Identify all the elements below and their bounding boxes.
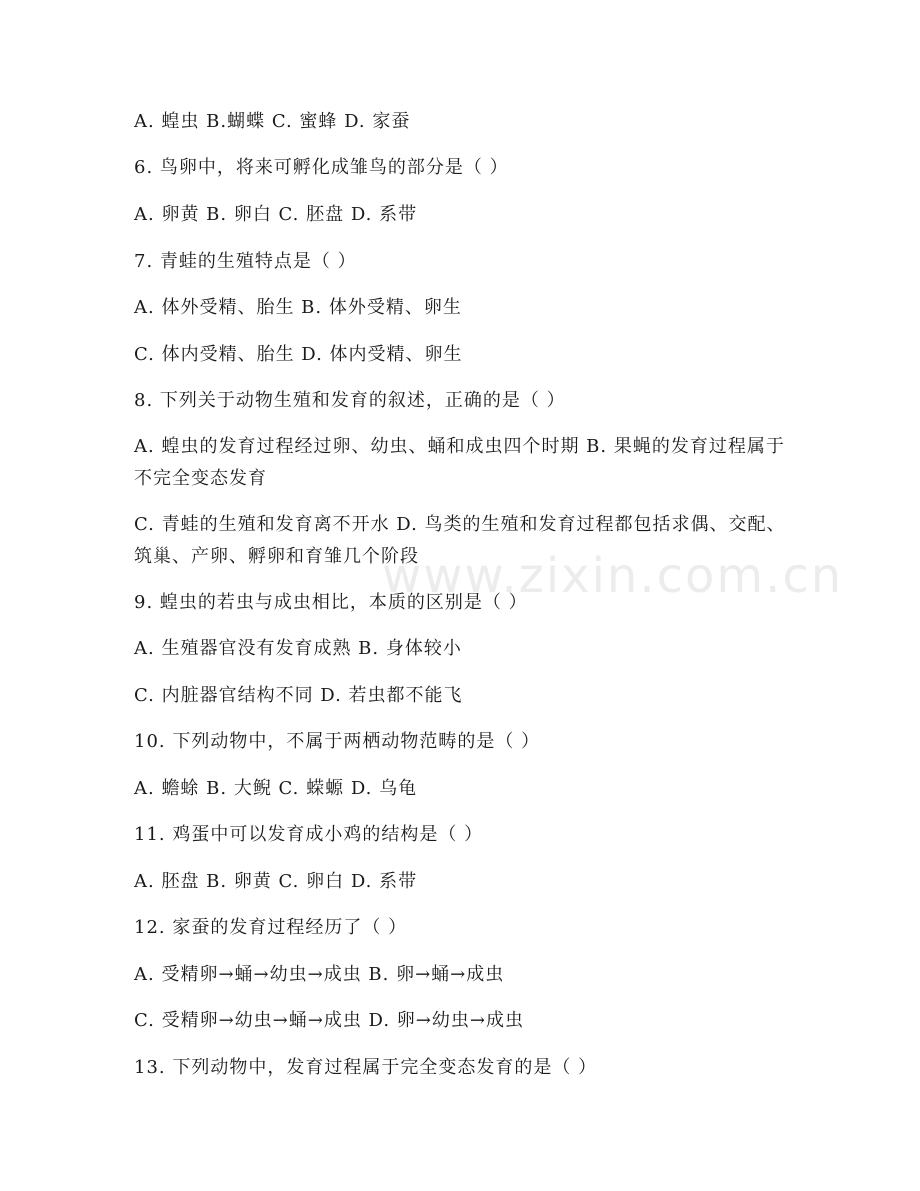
option-line-q9-cd: C. 内脏器官结构不同 D. 若虫都不能飞	[134, 685, 463, 706]
question-13: 13. 下列动物中，发育过程属于完全变态发育的是（ ）	[134, 1057, 598, 1078]
option-line-q6: A. 卵黄 B. 卵白 C. 胚盘 D. 系带	[134, 204, 418, 225]
question-12: 12. 家蚕的发育过程经历了（ ）	[134, 917, 408, 938]
option-line-q8-ab: A. 蝗虫的发育过程经过卵、幼虫、蛹和成虫四个时期 B. 果蝇的发育过程属于不完全变态发育	[134, 436, 785, 489]
option-line-q12-ab: A. 受精卵→蛹→幼虫→成虫 B. 卵→蛹→成虫	[134, 964, 505, 985]
question-7: 7. 青蛙的生殖特点是（ ）	[134, 251, 357, 272]
option-line-q9-ab: A. 生殖器官没有发育成熟 B. 身体较小	[134, 638, 462, 659]
question-8: 8. 下列关于动物生殖和发育的叙述，正确的是（ ）	[134, 390, 566, 411]
option-line-q11: A. 胚盘 B. 卵黄 C. 卵白 D. 系带	[134, 871, 418, 892]
question-10: 10. 下列动物中，不属于两栖动物范畴的是（ ）	[134, 731, 541, 752]
option-line-q7-ab: A. 体外受精、胎生 B. 体外受精、卵生	[134, 297, 462, 318]
option-line-q8-cd: C. 青蛙的生殖和发育离不开水 D. 鸟类的生殖和发育过程都包括求偶、交配、筑巢、产卵、孵卵和育雏几个阶段	[134, 514, 786, 567]
option-line-q5: A. 蝗虫 B.蝴蝶 C. 蜜蜂 D. 家蚕	[134, 111, 411, 132]
option-line-q12-cd: C. 受精卵→幼虫→蛹→成虫 D. 卵→幼虫→成虫	[134, 1010, 524, 1031]
option-line-q7-cd: C. 体内受精、胎生 D. 体内受精、卵生	[134, 344, 463, 365]
question-11: 11. 鸡蛋中可以发育成小鸡的结构是（ ）	[134, 824, 484, 845]
watermark: www.zixin.com.cn	[382, 548, 844, 604]
question-6: 6. 鸟卵中，将来可孵化成雏鸟的部分是（ ）	[134, 157, 509, 178]
question-9: 9. 蝗虫的若虫与成虫相比，本质的区别是（ ）	[134, 592, 528, 613]
option-line-q10: A. 蟾蜍 B. 大鲵 C. 蝾螈 D. 乌龟	[134, 778, 418, 799]
